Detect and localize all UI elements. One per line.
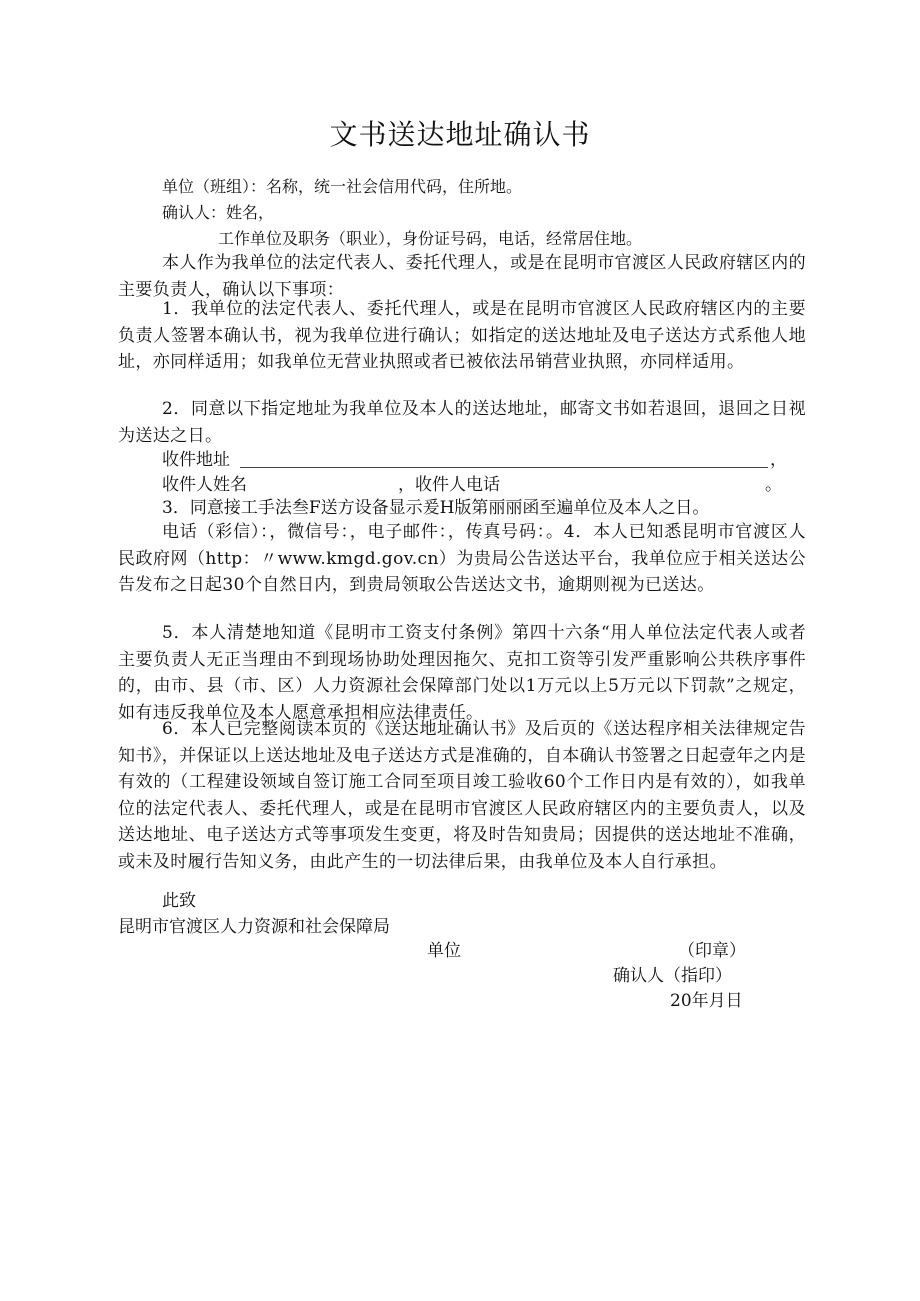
unit-line: 单位（班组）：名称，统一社会信用代码，住所地。 — [162, 177, 523, 196]
recipient-phone-label: ，收件人电话 — [398, 475, 500, 495]
sign-date: 20年月日 — [670, 991, 743, 1011]
recipient-name-label: 收件人姓名 — [162, 475, 247, 495]
item-3-paragraph: 3．同意接工手法叁F送方设备显示爰H版第丽丽函至遍单位及本人之日。 — [162, 498, 710, 518]
work-line: 工作单位及职务（职业），身份证号码，电话，经常居住地。 — [218, 229, 643, 248]
item-3-contacts-and-item-4: 电话（彩信）：，微信号：，电子邮件：，传真号码：。4．本人已知悉昆明市官渡区人民政府网（http：〃www.kmgd.gov.cn）为贵局公告送达平台，我单位应于相关送达公告发布之日起30个自然日内，到贵局领取公告送达文书，逾期则视为已送达。 — [118, 522, 806, 596]
recipient-address-field[interactable] — [240, 467, 768, 468]
item-1-paragraph: 1．我单位的法定代表人、委托代理人，或是在昆明市官渡区人民政府辖区内的主要负责人签署本确认书，视为我单位进行确认；如指定的送达地址及电子送达方式系他人地址，亦同样适用；如我单位无营业执照或者已被依法吊销营业执照，亦同样适用。 — [118, 299, 806, 373]
recipient-address-label: 收件地址 — [162, 450, 230, 470]
document-title: 文书送达地址确认书 — [329, 118, 591, 151]
intro-paragraph: 本人作为我单位的法定代表人、委托代理人，或是在昆明市官渡区人民政府辖区内的主要负责人，确认以下事项： — [118, 253, 806, 300]
confirmer-line: 确认人：姓名， — [162, 203, 275, 222]
sign-unit-label: 单位 — [427, 941, 461, 961]
item-5-paragraph: 5．本人清楚地知道《昆明市工资支付条例》第四十六条“用人单位法定代表人或者主要负责人无正当理由不到现场协助处理因拖欠、克扣工资等引发严重影响公共秩序事件的，由市、县（市、区）人力资源社会保障部门处以1万元以上5万元以下罚款”之规定，如有违反我单位及本人愿意承担相应法律责任。 — [118, 623, 806, 723]
item-2-paragraph: 2．同意以下指定地址为我单位及本人的送达地址，邮寄文书如若退回，退回之日视为送达之日。 — [118, 399, 806, 446]
recipient-address-end: ， — [770, 450, 787, 470]
sign-seal-label: （印章） — [678, 941, 746, 961]
addressee: 昆明市官渡区人力资源和社会保障局 — [118, 917, 390, 937]
recipient-end: 。 — [765, 475, 782, 495]
item-6-paragraph: 6．本人已完整阅读本页的《送达地址确认书》及后页的《送达程序相关法律规定告知书》，并保证以上送达地址及电子送达方式是准确的，自本确认书签署之日起壹年之内是有效的（工程建设领域自签订施工合同至项目竣工验收60个工作日内是有效的），如我单位的法定代表人、委托代理人，或是在昆明市官渡区人民政府辖区内的主要负责人，以及送达地址、电子送达方式等事项发生变更，将及时告知贵局；因提供的送达地址不准确，或未及时履行告知义务，由此产生的一切法律后果，由我单位及本人自行承担。 — [118, 719, 806, 872]
closing-text: 此致 — [162, 891, 196, 911]
sign-confirmer-label: 确认人（指印） — [613, 966, 732, 986]
